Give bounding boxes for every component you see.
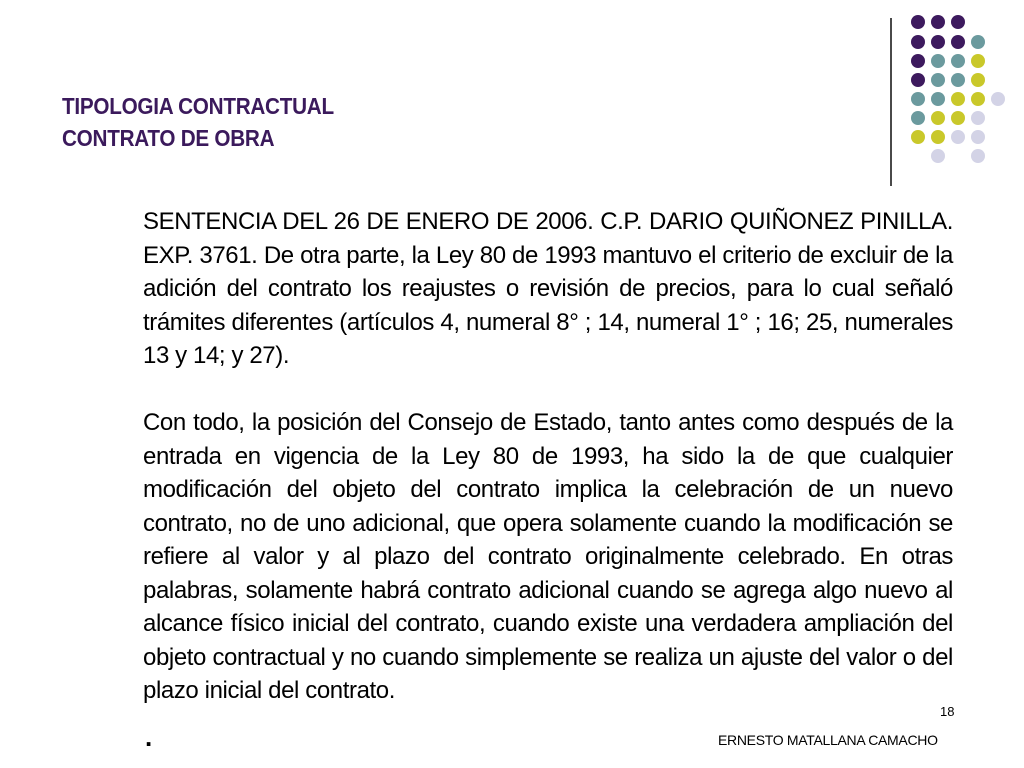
decorative-dot (951, 35, 965, 49)
title-line-2: CONTRATO DE OBRA (62, 125, 275, 151)
paragraph-2: Con todo, la posición del Consejo de Estado, tanto antes como después de la entrada en vigencia de la Ley 80 de 1993, ha sido la de que cualquier modificación del objeto del contrato implica la celebración de un nuevo contrato, no de uno adicional, que opera solamente cuando la modificación se refiere al valor y al plazo del contrato originalmente celebrado. En otras palabras, solamente habrá contrato adicional cuando se agrega algo nuevo al alcance físico inicial del contrato, cuando existe una verdadera ampliación del objeto contractual y no cuando simplemente se realiza un ajuste del valor o del plazo inicial del contrato. (143, 409, 953, 704)
decorative-dot (951, 92, 965, 106)
decorative-dot (951, 73, 965, 87)
decorative-dot (931, 149, 945, 163)
decorative-dot (931, 73, 945, 87)
decorative-dot-grid (0, 0, 1024, 200)
decorative-dot (971, 54, 985, 68)
decorative-dot (951, 54, 965, 68)
decorative-dot (911, 35, 925, 49)
paragraph-1: SENTENCIA DEL 26 DE ENERO DE 2006. C.P. DARIO QUIÑONEZ PINILLA. EXP. 3761. De otra parte, la Ley 80 de 1993 mantuvo el criterio de excluir de la adición del contrato los reajustes o revisión de precios, para lo cual señaló trámites diferentes (artículos 4, numeral 8° ; 14, numeral 1° ; 16; 25, numerales 13 y 14; y 27). (143, 208, 953, 369)
decorative-dot (971, 73, 985, 87)
decorative-dot (951, 130, 965, 144)
decorative-dot (931, 130, 945, 144)
decorative-dot (971, 35, 985, 49)
decorative-dot (911, 15, 925, 29)
page-number: 18 (940, 704, 955, 719)
decorative-dot (931, 35, 945, 49)
decorative-dot (951, 111, 965, 125)
decorative-dot (971, 111, 985, 125)
decorative-dot (971, 130, 985, 144)
decorative-dot (911, 54, 925, 68)
title-line-1: TIPOLOGIA CONTRACTUAL (62, 93, 334, 119)
decorative-dot (931, 54, 945, 68)
decorative-dot (951, 15, 965, 29)
footer-mark: . (145, 722, 153, 752)
decorative-dot (971, 92, 985, 106)
decorative-dot (971, 149, 985, 163)
decorative-dot (911, 111, 925, 125)
footer-author: ERNESTO MATALLANA CAMACHO (718, 732, 938, 748)
decorative-dot (931, 15, 945, 29)
decorative-dot (911, 73, 925, 87)
decorative-dot (991, 92, 1005, 106)
decorative-dot (931, 111, 945, 125)
decorative-dot (911, 130, 925, 144)
decorative-dot (931, 92, 945, 106)
decorative-dot (911, 92, 925, 106)
slide-body (143, 205, 953, 708)
